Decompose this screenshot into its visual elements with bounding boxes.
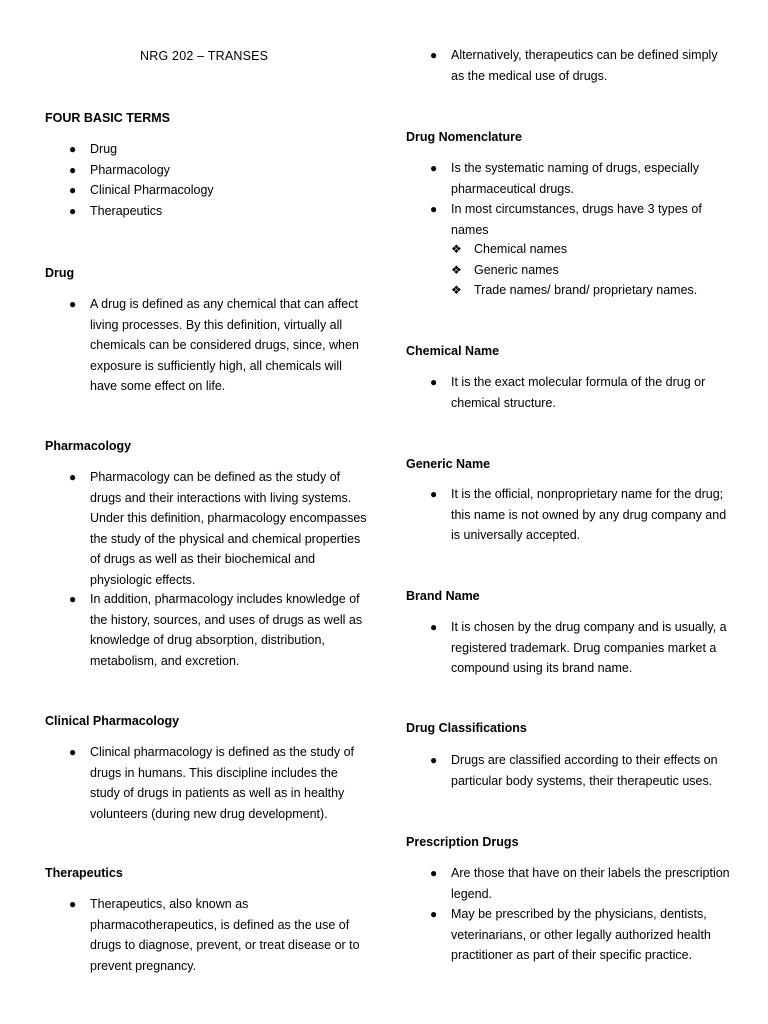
list-item: ● May be prescribed by the physicians, dentists, veterinarians, or other legally authorized health practitioner as part of their specific practice. [406,904,731,966]
list-item: ● A drug is defined as any chemical that can affect living processes. By this definition, virtually all chemicals can be considered drugs, since, when exposure is sufficiently high, all chemicals will have some effect on life. [45,294,370,397]
drug-classifications-heading: Drug Classifications [406,721,527,735]
bullet-icon: ● [430,375,438,389]
bullet-icon: ● [69,204,77,218]
bullet-icon: ● [69,183,77,197]
list-item: ● It is the official, nonproprietary name for the drug; this name is not owned by any drug company and is universally accepted. [406,484,731,546]
bullet-icon: ● [430,866,438,880]
list-item: ● Therapeutics, also known as pharmacotherapeutics, is defined as the use of drugs to diagnose, prevent, or treat disease or to prevent pregnancy. [45,894,370,976]
bullet-icon: ● [69,142,77,156]
list-item: ● In most circumstances, drugs have 3 types of names [406,199,731,240]
drug-heading: Drug [45,266,75,280]
bullet-icon: ● [69,745,77,759]
list-item: ● Alternatively, therapeutics can be defined simply as the medical use of drugs. [406,45,731,86]
brand-name-heading: Brand Name [406,589,480,603]
sub-list-item: ❖ Generic names [406,260,559,281]
document-title: NRG 202 – TRANSES [140,49,269,63]
bullet-icon: ● [430,202,438,216]
sub-list-item: ❖ Chemical names [406,239,567,260]
list-item: ● In addition, pharmacology includes knowledge of the history, sources, and uses of drugs as well as knowledge of drug absorption, distribution, metabolism, and excretion. [45,589,370,671]
sub-list-item: ❖ Trade names/ brand/ proprietary names. [406,280,697,301]
four-basic-terms-heading: FOUR BASIC TERMS [45,111,170,125]
bullet-icon: ● [430,487,438,501]
bullet-icon: ● [430,161,438,175]
list-item: ● Clinical Pharmacology [45,180,370,201]
drug-nomenclature-heading: Drug Nomenclature [406,130,522,144]
bullet-icon: ● [430,48,438,62]
diamond-bullet-icon: ❖ [451,242,462,256]
generic-name-heading: Generic Name [406,457,491,471]
list-item: ● Therapeutics [45,201,370,222]
pharmacology-heading: Pharmacology [45,439,132,453]
list-item: ● Pharmacology [45,160,370,181]
diamond-bullet-icon: ❖ [451,283,462,297]
list-item: ● Drugs are classified according to their effects on particular body systems, their therapeutic uses. [406,750,731,791]
chemical-name-heading: Chemical Name [406,344,500,358]
bullet-icon: ● [430,753,438,767]
list-item: ● It is the exact molecular formula of the drug or chemical structure. [406,372,731,413]
bullet-icon: ● [69,163,77,177]
bullet-icon: ● [69,470,77,484]
bullet-icon: ● [69,297,77,311]
bullet-icon: ● [69,897,77,911]
bullet-icon: ● [430,907,438,921]
prescription-drugs-heading: Prescription Drugs [406,835,519,849]
list-item: ● Drug [45,139,370,160]
bullet-icon: ● [69,592,77,606]
list-item: ● Is the systematic naming of drugs, especially pharmaceutical drugs. [406,158,731,199]
diamond-bullet-icon: ❖ [451,263,462,277]
list-item: ● Are those that have on their labels the prescription legend. [406,863,731,904]
list-item: ● Clinical pharmacology is defined as the study of drugs in humans. This discipline includes the study of drugs in patients as well as in healthy volunteers (during new drug development). [45,742,370,824]
therapeutics-heading: Therapeutics [45,866,123,880]
list-item: ● Pharmacology can be defined as the study of drugs and their interactions with living systems. Under this definition, pharmacology encompasses the study of the physical and chemical properties of drugs as well as their biochemical and physiologic effects. [45,467,370,590]
list-item: ● It is chosen by the drug company and is usually, a registered trademark. Drug companies market a compound using its brand name. [406,617,731,679]
clinical-pharmacology-heading: Clinical Pharmacology [45,714,180,728]
bullet-icon: ● [430,620,438,634]
